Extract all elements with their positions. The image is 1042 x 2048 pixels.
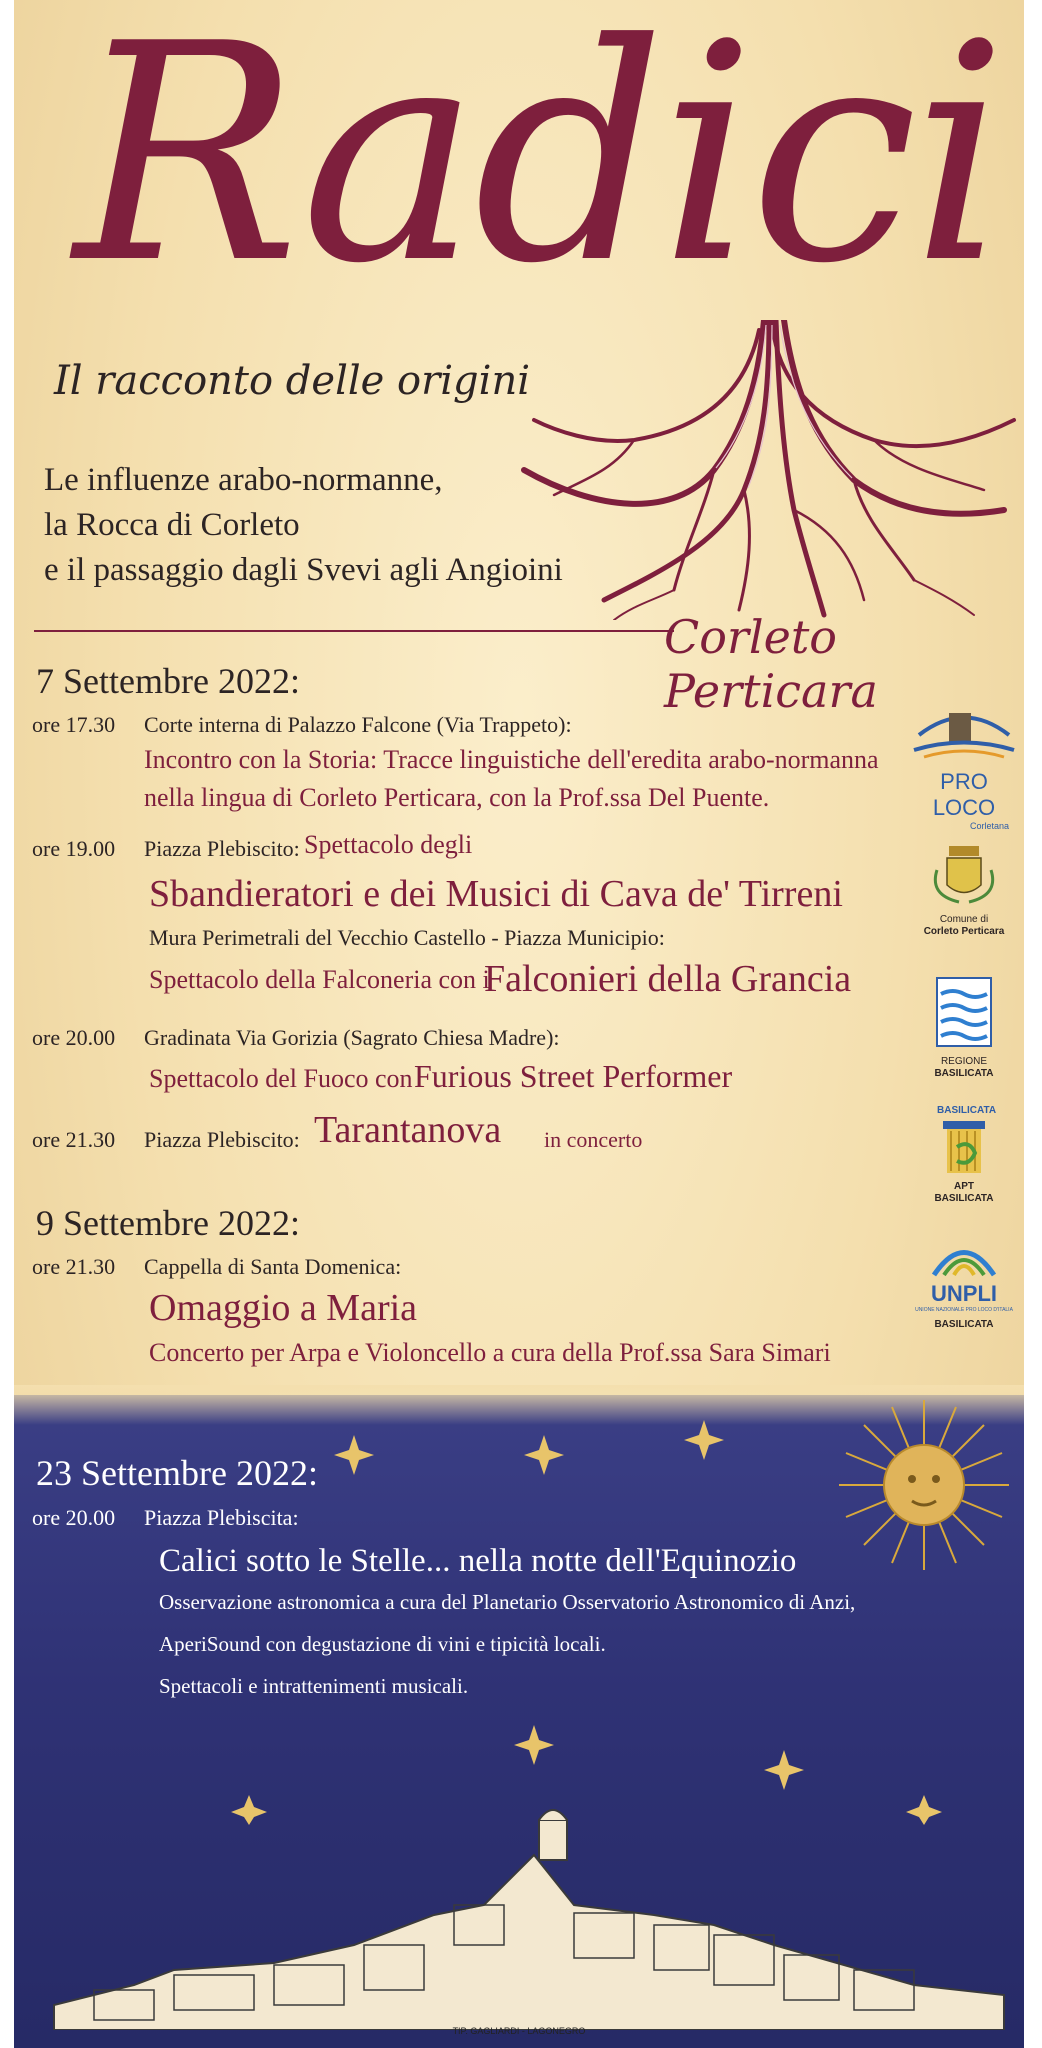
pro-loco-emblem-icon	[909, 695, 1019, 765]
event-description: Incontro con la Storia: Tracce linguistiche dell'eredita arabo-normanna	[144, 745, 879, 774]
unpli-emblem-icon	[909, 1235, 1019, 1277]
apt-column-icon	[909, 1117, 1019, 1177]
event-description: Osservazione astronomica a cura del Planetario Osservatorio Astronomico di Anzi,	[159, 1590, 856, 1614]
event-tail: in concerto	[544, 1127, 643, 1152]
event-highlight: Tarantanova	[314, 1109, 502, 1151]
event-highlight: Furious Street Performer	[414, 1058, 733, 1094]
event-description: Concerto per Arpa e Violoncello a cura della Prof.ssa Sara Simari	[149, 1338, 831, 1367]
event-description: Spettacoli e intrattenimenti musicali.	[159, 1674, 469, 1698]
event-time: ore 17.30	[32, 712, 116, 737]
pro-loco-logo	[909, 695, 1019, 831]
town-name: Corleto Perticara	[664, 610, 878, 718]
event-place: Cappella di Santa Domenica:	[144, 1254, 402, 1279]
event-place: Mura Perimetrali del Vecchio Castello - Piazza Municipio:	[149, 925, 665, 950]
regione-label: REGIONE	[940, 1056, 988, 1067]
apt-name: BASILICATA	[934, 1193, 994, 1204]
event-highlight: Omaggio a Maria	[149, 1287, 418, 1329]
intro-line-3: e il passaggio dagli Svevi agli Angioini	[44, 552, 563, 588]
comune-label: Comune di	[939, 914, 989, 925]
event-place: Piazza Plebiscita:	[144, 1505, 299, 1530]
tree-roots-illustration	[514, 320, 1024, 620]
unpli-label: UNPLI	[931, 1281, 997, 1306]
apt-logo	[909, 1105, 1019, 1205]
coat-of-arms-icon	[909, 840, 1019, 910]
event-highlight: Sbandieratori e dei Musici di Cava de' Tirreni	[149, 873, 843, 915]
event-description: Spettacolo del Fuoco con	[149, 1064, 413, 1093]
apt-top: BASILICATA	[937, 1105, 997, 1116]
unpli-small: UNIONE NAZIONALE PRO LOCO D'ITALIA	[915, 1307, 1013, 1313]
event-title: Spettacolo degli	[304, 830, 473, 859]
event-time: ore 19.00	[32, 836, 116, 861]
poster-subtitle: Il racconto delle origini	[54, 358, 530, 404]
comune-name: Corleto Perticara	[923, 926, 1005, 937]
date-heading: 23 Settembre 2022:	[36, 1453, 318, 1493]
regione-shield-icon	[909, 972, 1019, 1052]
intro-line-2: la Rocca di Corleto	[44, 507, 300, 543]
pro-loco-label: PRO LOCO	[932, 769, 996, 820]
event-place: Gradinata Via Gorizia (Sagrato Chiesa Madre):	[144, 1025, 560, 1050]
date-heading: 9 Settembre 2022:	[36, 1203, 300, 1243]
event-place: Piazza Plebiscito:	[144, 836, 300, 861]
pro-loco-sub: Corletana	[969, 821, 1009, 831]
event-poster	[14, 0, 1024, 2048]
comune-logo	[909, 840, 1019, 938]
event-description: Spettacolo della Falconeria con i	[149, 965, 490, 994]
event-time: ore 20.00	[32, 1025, 116, 1050]
event-time: ore 21.30	[32, 1254, 116, 1279]
event-description: nella lingua di Corleto Perticara, con la Prof.ssa Del Puente.	[144, 783, 770, 812]
regione-name: BASILICATA	[934, 1068, 994, 1079]
date-heading: 7 Settembre 2022:	[36, 661, 300, 701]
unpli-logo	[909, 1235, 1019, 1331]
intro-line-1: Le influenze arabo-normanne,	[44, 462, 443, 498]
event-place: Piazza Plebiscito:	[144, 1127, 300, 1152]
poster-title: Radici	[74, 0, 1002, 329]
event-time: ore 21.30	[32, 1127, 116, 1152]
unpli-region: BASILICATA	[934, 1319, 994, 1330]
event-highlight: Falconieri della Grancia	[484, 958, 852, 1000]
event-place: Corte interna di Palazzo Falcone (Via Trappeto):	[144, 712, 572, 737]
town-skyline-illustration	[14, 1795, 1024, 2030]
divider-line	[34, 630, 674, 632]
printer-credit: TIP. GAGLIARDI - LAGONEGRO	[452, 2026, 586, 2036]
event-description: AperiSound con degustazione di vini e tipicità locali.	[159, 1632, 606, 1656]
event-highlight: Calici sotto le Stelle... nella notte dell'Equinozio	[159, 1543, 797, 1579]
apt-label: APT	[954, 1181, 974, 1192]
stars-decoration	[14, 1395, 1024, 1825]
event-time: ore 20.00	[32, 1505, 116, 1530]
regione-logo	[909, 972, 1019, 1080]
